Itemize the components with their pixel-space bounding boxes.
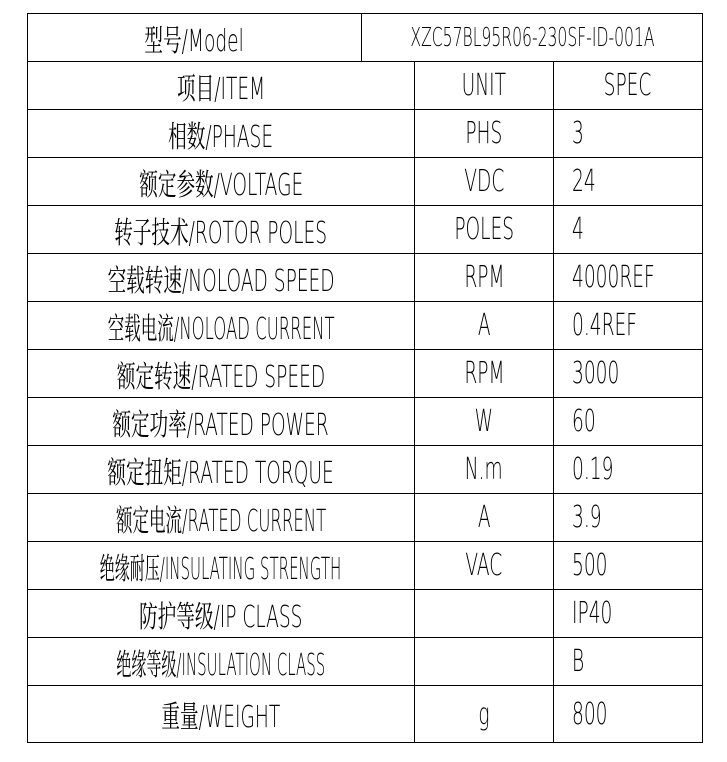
unit-value: PHS <box>465 116 503 151</box>
spec-cell <box>554 446 702 493</box>
unit-value: RPM <box>463 356 505 391</box>
table-row <box>28 158 702 206</box>
unit-cell <box>415 110 554 157</box>
spec-value: 500 <box>572 548 608 583</box>
unit-cell <box>415 254 554 301</box>
table-row <box>28 254 702 302</box>
item-cell <box>28 542 415 589</box>
unit-cell <box>415 158 554 205</box>
unit-cell <box>415 638 554 685</box>
table-row <box>28 110 702 158</box>
spec-cell <box>554 158 702 205</box>
spec-cell <box>554 398 702 445</box>
spec-cell <box>554 494 702 541</box>
spec-cell <box>554 686 702 742</box>
spec-value: 60 <box>572 404 596 439</box>
spec-value: 3 <box>572 116 584 151</box>
model-row <box>28 14 702 62</box>
item-cell <box>28 446 415 493</box>
item-cell <box>28 686 415 742</box>
table-row <box>28 638 702 686</box>
table-row <box>28 494 702 542</box>
spec-cell <box>554 110 702 157</box>
spec-cell <box>554 638 702 685</box>
spec-value: 4 <box>572 212 584 247</box>
header-unit-cell <box>415 62 554 109</box>
unit-cell <box>415 686 554 742</box>
unit-value: VAC <box>465 548 503 583</box>
unit-cell <box>415 542 554 589</box>
unit-cell <box>415 494 554 541</box>
unit-value: W <box>474 404 494 439</box>
unit-cell <box>415 302 554 349</box>
item-cell <box>28 206 415 253</box>
table-row <box>28 686 702 742</box>
item-label: 转子技术/ROTOR POLES <box>114 215 328 251</box>
model-value-cell <box>362 14 702 61</box>
spec-cell <box>554 590 702 637</box>
table-row <box>28 446 702 494</box>
spec-value: IP40 <box>572 596 613 631</box>
spec-cell <box>554 302 702 349</box>
model-label-cell <box>28 14 362 61</box>
unit-cell <box>415 350 554 397</box>
unit-value: A <box>477 500 491 535</box>
item-label: 相数/PHASE <box>168 119 274 155</box>
item-cell <box>28 590 415 637</box>
unit-value: VDC <box>463 164 505 199</box>
item-cell <box>28 638 415 685</box>
item-label: 重量/WEIGHT <box>161 700 281 735</box>
spec-value: 3.9 <box>572 500 602 535</box>
model-value: XZC57BL95R06-230SF-ID-001A <box>409 22 655 53</box>
unit-cell <box>415 398 554 445</box>
item-label: 空载转速/NOLOAD SPEED <box>107 263 335 299</box>
table-row <box>28 206 702 254</box>
header-spec-cell <box>554 62 702 109</box>
item-cell <box>28 494 415 541</box>
item-cell <box>28 110 415 157</box>
table-row <box>28 590 702 638</box>
item-label: 额定扭矩/RATED TORQUE <box>107 455 335 491</box>
unit-cell <box>415 206 554 253</box>
header-spec: SPEC <box>604 68 652 103</box>
spec-value: 24 <box>572 164 596 199</box>
item-label: 绝缘等级/INSULATION CLASS <box>116 647 326 683</box>
unit-value: g <box>478 696 490 732</box>
header-row <box>28 62 702 110</box>
model-label: 型号/Model <box>144 23 245 59</box>
item-cell <box>28 350 415 397</box>
item-cell <box>28 302 415 349</box>
item-cell <box>28 398 415 445</box>
unit-cell <box>415 590 554 637</box>
unit-value: RPM <box>463 260 505 295</box>
item-label: 额定电流/RATED CURRENT <box>115 503 327 539</box>
spec-value: 800 <box>572 696 608 732</box>
spec-value: 0.4REF <box>572 308 637 343</box>
item-label: 额定功率/RATED POWER <box>112 407 330 443</box>
spec-cell <box>554 542 702 589</box>
spec-value: 4000REF <box>572 260 655 295</box>
spec-value: B <box>572 644 585 679</box>
unit-value: N.m <box>465 452 503 487</box>
header-item-cell <box>28 62 415 109</box>
item-cell <box>28 254 415 301</box>
unit-cell <box>415 446 554 493</box>
spec-value: 0.19 <box>572 452 614 487</box>
spec-value: 3000 <box>572 356 620 391</box>
header-item: 项目/ITEM <box>176 71 266 107</box>
item-label: 防护等级/IP CLASS <box>139 599 303 635</box>
spec-cell <box>554 206 702 253</box>
item-label: 额定转速/RATED SPEED <box>116 359 326 395</box>
table-row <box>28 350 702 398</box>
item-label: 额定参数/VOLTAGE <box>139 167 303 203</box>
table-row <box>28 302 702 350</box>
item-label: 空载电流/NOLOAD CURRENT <box>107 311 335 347</box>
header-unit: UNIT <box>461 68 507 103</box>
spec-cell <box>554 350 702 397</box>
unit-value: POLES <box>454 212 514 247</box>
item-label: 绝缘耐压/INSULATING STRENGTH <box>100 551 342 587</box>
unit-value: A <box>477 308 491 343</box>
table-row <box>28 398 702 446</box>
item-cell <box>28 158 415 205</box>
spec-table <box>27 13 703 743</box>
spec-cell <box>554 254 702 301</box>
table-row <box>28 542 702 590</box>
